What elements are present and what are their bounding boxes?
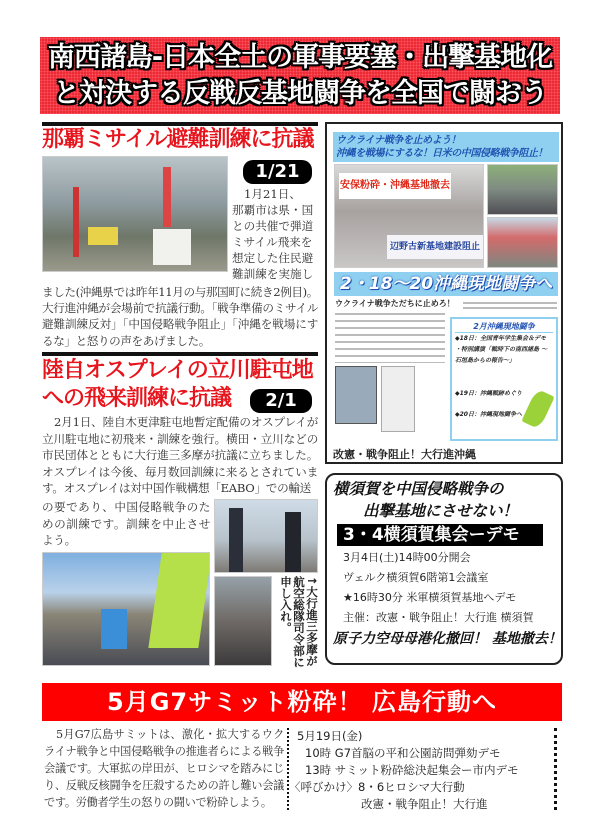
leaflet-schedule-box — [450, 317, 558, 441]
okinawa-photo — [487, 217, 558, 268]
leaflet-small-text — [463, 302, 557, 312]
schedule-item: 13時 サミット粉砕総決起集会ー市内デモ — [305, 763, 519, 777]
photo-caption: ↑大行進三多摩が航空総隊司令部に申し入れ。 — [279, 575, 319, 668]
text-line: ミサイル飛来を — [232, 235, 313, 249]
text-line: との共催で弾道 — [232, 219, 314, 233]
divider — [42, 352, 318, 356]
text-line: 1月21日、 — [244, 187, 301, 201]
rally-banner: 安保粉砕・沖縄基地撤去 — [339, 173, 451, 199]
leaflet-header-line1: ウクライナ戦争を止めよう！ — [336, 135, 461, 146]
rally-banner: 辺野古新基地建設阻止 — [387, 235, 483, 259]
article2-body: 2月1日、陸自木更津駐屯地暫定配備のオスプレイが立川駐屯地に初飛来・訓練を強行。横田・立川などの市民団体とともに大行進三多摩が抗議に立ちました。オスプレイは今後、毎月数回訓練に来るとされています。オスプレイは対中国作戦構想「EABO」での輸送 — [42, 415, 318, 496]
petition-photo — [214, 499, 318, 573]
divider — [42, 122, 318, 126]
yokosuka-headline-2: 出撃基地にさせない！ — [363, 502, 519, 520]
event-organizer: 主催：改憲・戦争阻止！大行進 横須賀 — [343, 611, 534, 624]
text-line: 那覇市は県・国 — [232, 203, 314, 217]
okinawa-rally-photo — [334, 164, 484, 268]
leaflet-image — [381, 366, 415, 432]
leaflet-box-title: 2月沖縄現地闘争 — [455, 321, 553, 333]
text-line: 想定した住民避 — [232, 251, 314, 265]
g7-banner: 5月G7サミット粉砕！ 広島行動へ — [42, 683, 562, 721]
article2-title-line1: 陸自オスプレイの立川駐屯地 — [42, 358, 313, 383]
leaflet-band: 2・18〜20沖縄現地闘争へ — [334, 272, 558, 296]
leaflet-box-item: ◆20日：沖縄現地闘争へ — [455, 411, 522, 418]
naha-protest-photo — [42, 156, 228, 272]
leaflet-small-text — [335, 313, 445, 363]
event-venue: ヴェルク横須賀6階第1会議室 — [343, 571, 489, 584]
yokosuka-event-box — [325, 473, 563, 665]
article1-body: ました(沖縄県では昨年11月の与那国町に続き2例目)。大行進沖縄が会場前で抗議行動。「戦争準備のミサイル避難訓練反対」「中国侵略戦争阻止」「沖縄を戦場にするな」と怒りの声をあげました。 — [42, 285, 318, 348]
date-badge: 1/21 — [243, 160, 312, 184]
g7-body: 5月G7広島サミットは、激化・拡大するウクライナ戦争と中国侵略戦争の推進者らによる戦争会議です。大軍拡の岸田が、ヒロシマを踏みにじり、反戦反核闘争を圧殺するための許し難い会議です。労働者学生の怒りの闘いで粉砕しよう。 — [44, 728, 284, 809]
leaflet-box-item: ◆18日：全国青年学生集会＆デモ — [455, 335, 546, 342]
protest-crowd-photo — [214, 576, 272, 666]
leaflet-footer: 改憲・戦争阻止！大行進沖縄 — [333, 448, 476, 461]
article2-body-cont: の要であり、中国侵略戦争のための訓練です。訓練を中止させよう。 — [42, 499, 210, 548]
yokosuka-event-title: 3・4横須賀集会ーデモ — [337, 524, 543, 546]
schedule-organizer: 改憲・戦争阻止！大行進 — [361, 797, 488, 811]
headline-line-2: と対決する反戦反基地闘争を全国で闘おう — [53, 77, 547, 109]
article2-content — [42, 414, 318, 666]
article1-title: 那覇ミサイル避難訓練に抗議 — [42, 127, 314, 152]
schedule-date: 5月19日(金) — [297, 729, 363, 743]
leaflet-box-item: ◆19日：沖縄戦跡めぐり — [455, 390, 522, 397]
yokosuka-headline-1: 横須賀を中国侵略戦争の — [333, 480, 504, 498]
event-date: 3月4日(土)14時00分開会 — [343, 551, 471, 564]
article2-title-line2: への飛来訓練に抗議 — [42, 386, 232, 411]
g7-schedule — [287, 728, 557, 810]
headline-line-1: 南西諸島-日本全土の軍事要塞・出撃基地化 — [47, 41, 553, 73]
leaflet-image — [335, 366, 377, 424]
leaflet-subtitle: ウクライナ戦争ただちに止めろ！ — [335, 299, 455, 308]
leaflet-box-item: ・特別講演「戦時下の南西諸島 〜石垣島からの報告〜」 — [455, 346, 548, 364]
yokosuka-slogan: 原子力空母母港化撤回！ 基地撤去！ — [333, 631, 562, 647]
tachikawa-protest-photo — [42, 552, 210, 666]
leaflet-header-line2: 沖縄を戦場にするな！日米の中国侵略戦争阻止！ — [336, 148, 548, 159]
headline-banner — [40, 37, 560, 114]
okinawa-leaflet — [325, 122, 563, 464]
date-badge: 2/1 — [250, 389, 312, 413]
leaflet-header — [333, 132, 559, 162]
schedule-item: 10時 G7首脳の平和公園訪問弾劾デモ — [305, 746, 501, 760]
text-line: 難訓練を実施し — [232, 267, 314, 281]
schedule-item: 〈呼びかけ〉8・6ヒロシマ大行動 — [289, 780, 465, 794]
okinawa-photo — [487, 164, 558, 215]
event-demo: ★16時30分 米軍横須賀基地へデモ — [343, 591, 517, 604]
